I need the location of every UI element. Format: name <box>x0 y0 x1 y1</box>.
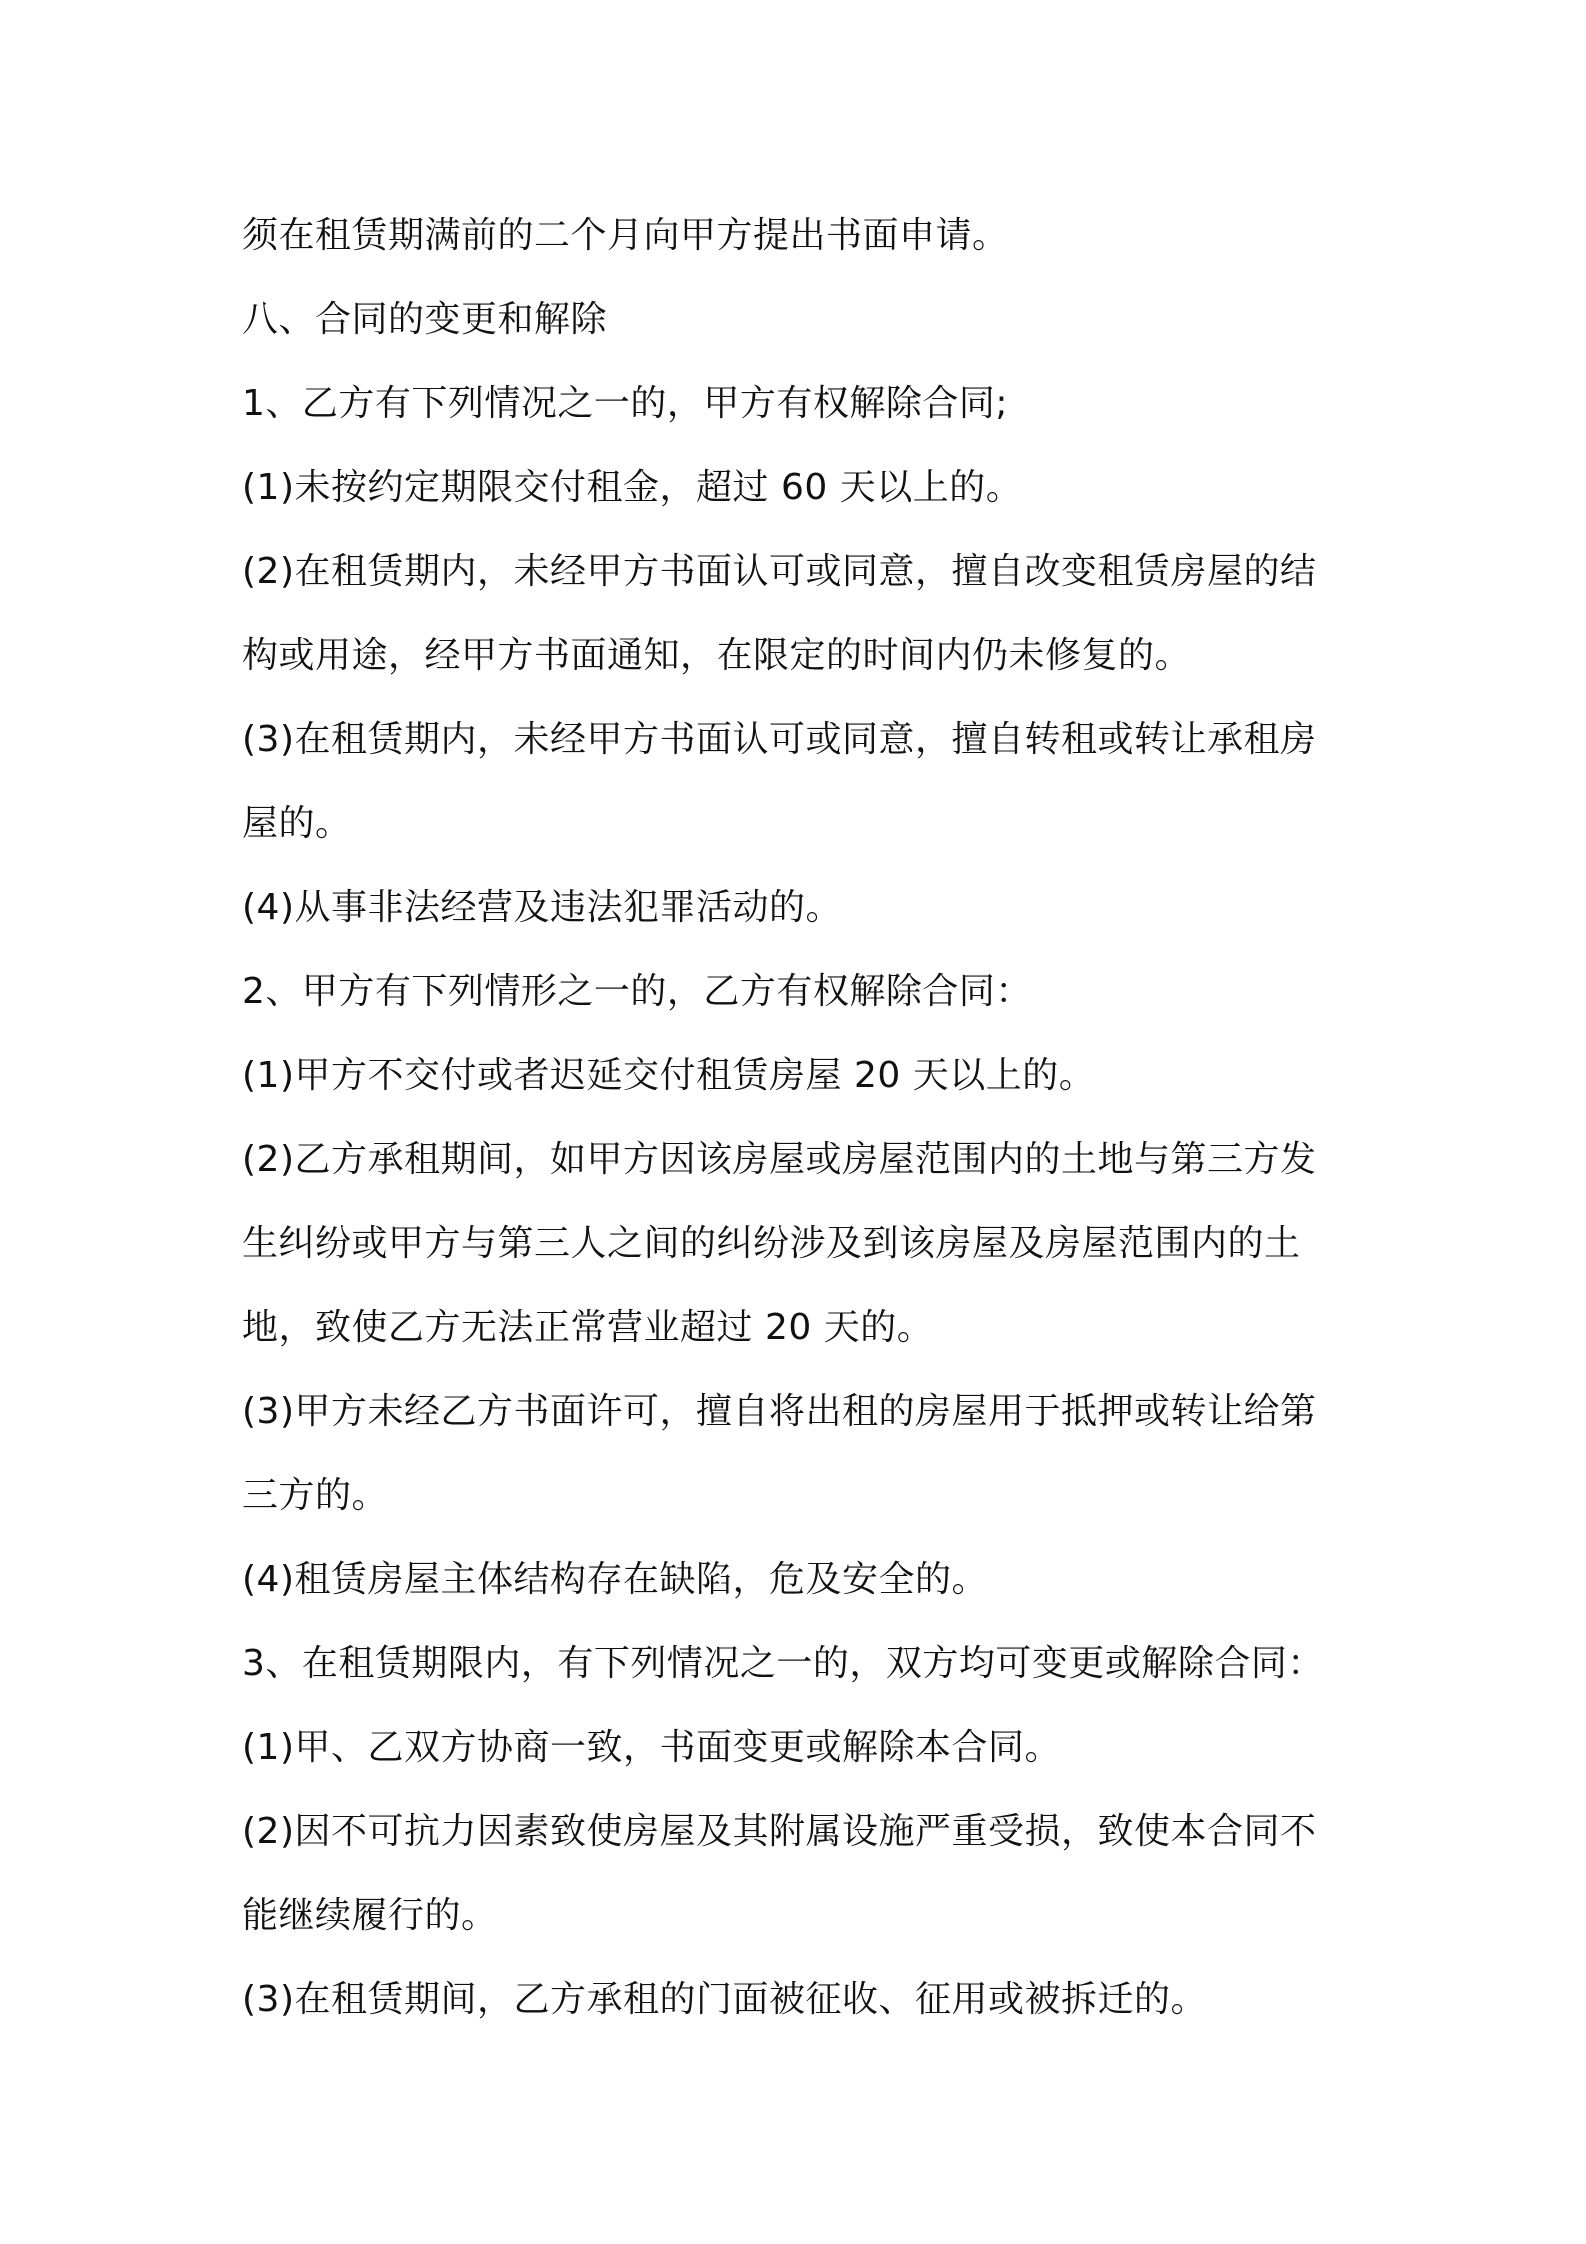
clause-3-item-2: (2)因不可抗力因素致使房屋及其附属设施严重受损，致使本合同不能继续履行的。 <box>242 1811 1317 1936</box>
document-body <box>242 194 1352 2042</box>
clause-3-heading: 3、在租赁期限内，有下列情况之一的，双方均可变更或解除合同： <box>242 1643 1324 1684</box>
clause-3-item-1: (1)甲、乙双方协商一致，书面变更或解除本合同。 <box>242 1727 1061 1768</box>
clause-2-item-2: (2)乙方承租期间，如甲方因该房屋或房屋范围内的土地与第三方发生纠纷或甲方与第三人之间的纠纷涉及到该房屋及房屋范围内的土地，致使乙方无法正常营业超过 20 天的。 <box>242 1139 1317 1348</box>
clause-2-item-1: (1)甲方不交付或者迟延交付租赁房屋 20 天以上的。 <box>242 1055 1096 1096</box>
clause-2-item-4: (4)租赁房屋主体结构存在缺陷，危及安全的。 <box>242 1559 988 1600</box>
clause-1-item-3: (3)在租赁期内，未经甲方书面认可或同意，擅自转租或转让承租房屋的。 <box>242 719 1317 844</box>
clause-1-item-1: (1)未按约定期限交付租金，超过 60 天以上的。 <box>242 467 1023 508</box>
clause-2-heading: 2、甲方有下列情形之一的，乙方有权解除合同： <box>242 971 1032 1012</box>
clause-1-item-2: (2)在租赁期内，未经甲方书面认可或同意，擅自改变租赁房屋的结构或用途，经甲方书面通知，在限定的时间内仍未修复的。 <box>242 551 1317 676</box>
clause-3-item-3: (3)在租赁期间，乙方承租的门面被征收、征用或被拆迁的。 <box>242 1979 1207 2020</box>
clause-1-heading: 1、乙方有下列情况之一的，甲方有权解除合同; <box>242 383 1009 424</box>
section-heading-8: 八、合同的变更和解除 <box>242 299 608 340</box>
clause-2-item-3: (3)甲方未经乙方书面许可，擅自将出租的房屋用于抵押或转让给第三方的。 <box>242 1391 1317 1516</box>
paragraph-1: 须在租赁期满前的二个月向甲方提出书面申请。 <box>242 215 1009 256</box>
clause-1-item-4: (4)从事非法经营及违法犯罪活动的。 <box>242 887 842 928</box>
